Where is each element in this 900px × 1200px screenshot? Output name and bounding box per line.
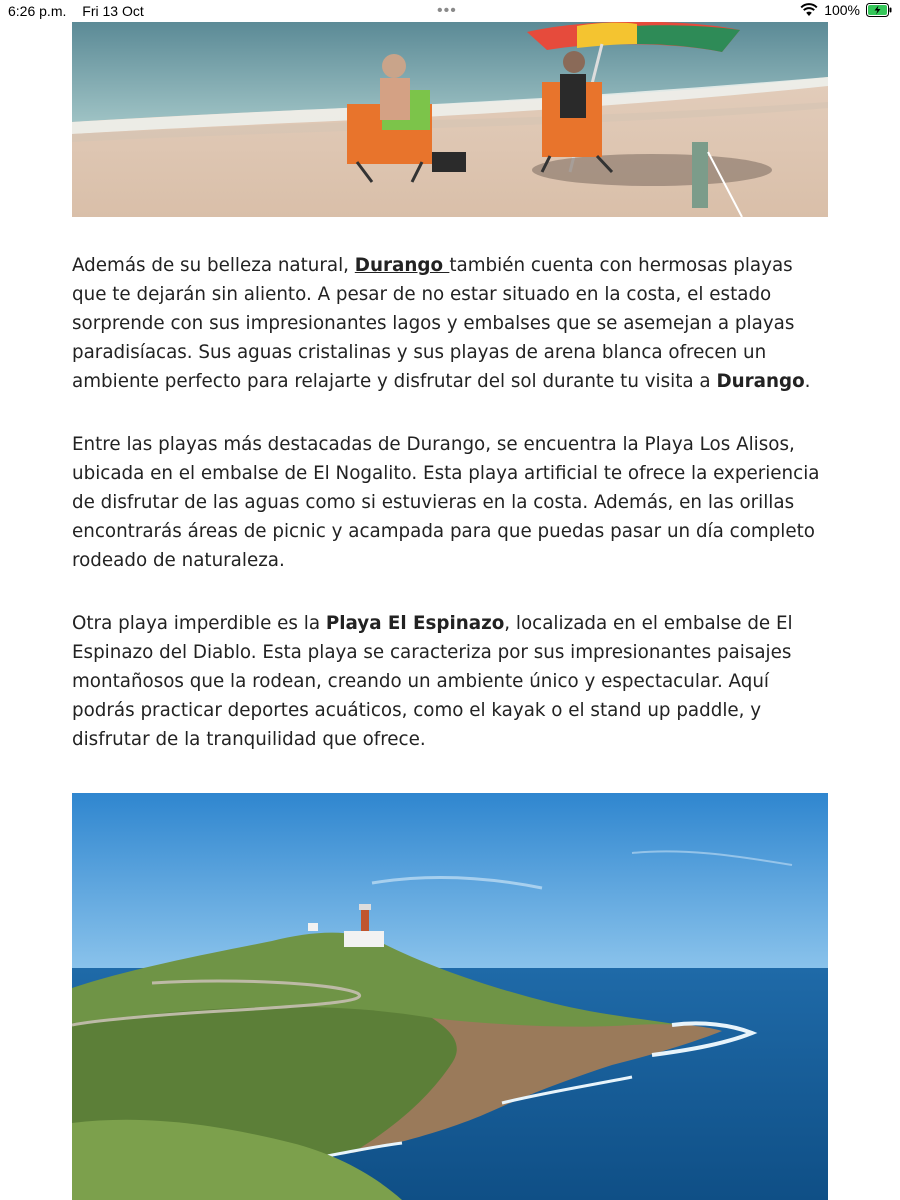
coast-lighthouse-photo xyxy=(72,793,828,1200)
article-body xyxy=(72,251,828,754)
paragraph-1-text-2: también cuenta con hermosas playas que te dejarán sin aliento. A pesar de no estar situado en la costa, el estado sorprende con sus impresionantes lagos y embalses que se asemejan a playas paradisíacas. Sus aguas cristalinas y sus playas de arena blanca ofrecen un ambiente perfecto para relajarte y disfrutar del sol durante tu visita a xyxy=(72,255,795,392)
wifi-icon xyxy=(800,3,818,17)
paragraph-1 xyxy=(72,251,828,396)
paragraph-3-bold: Playa El Espinazo xyxy=(325,613,505,634)
status-time: 6:26 p.m. xyxy=(8,3,67,19)
battery-charging-icon xyxy=(866,3,892,17)
paragraph-1-text-3: . xyxy=(804,371,811,392)
paragraph-1-text-1: Además de su belleza natural, xyxy=(72,255,355,276)
paragraph-1-bold: Durango xyxy=(716,371,805,392)
paragraph-3-text-1: Otra playa imperdible es la xyxy=(72,613,326,634)
multitasking-dots-icon[interactable]: ••• xyxy=(437,2,457,19)
paragraph-2: Entre las playas más destacadas de Durango, se encuentra la Playa Los Alisos, ubicada en el embalse de El Nogalito. Esta playa artificial te ofrece la experiencia de disfrutar de las aguas como si estuvieras en la costa. Además, en las orillas encontrarás áreas de picnic y acampada para que puedas pasar un día completo rodeado de naturaleza. xyxy=(72,434,820,571)
status-date: Fri 13 Oct xyxy=(82,3,144,19)
status-bar xyxy=(0,0,900,22)
paragraph-3-text-2: , localizada en el embalse de El Espinazo del Diablo. Esta playa se caracteriza por sus impresionantes paisajes montañosos que la rodean, creando un ambiente único y espectacular. Aquí podrás practicar deportes acuáticos, como el kayak o el stand up paddle, y disfrutar de la tranquilidad que ofrece. xyxy=(72,613,793,750)
status-indicators xyxy=(800,2,892,18)
paragraph-3 xyxy=(72,609,828,754)
durango-link[interactable]: Durango xyxy=(354,255,450,276)
beach-photo xyxy=(72,22,828,217)
battery-percent: 100% xyxy=(824,2,860,18)
status-time-date xyxy=(8,3,144,19)
